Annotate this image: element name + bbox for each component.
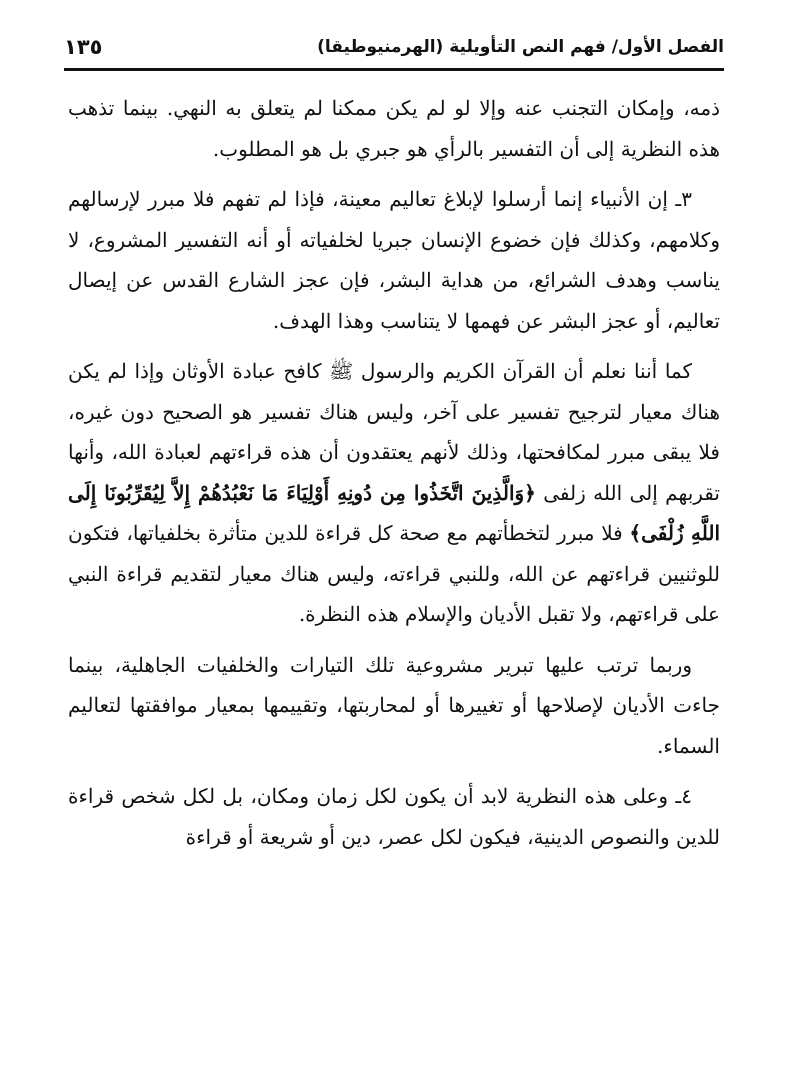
paragraph-5: ٤ـ وعلى هذه النظرية لابد أن يكون لكل زمان ومكان، بل لكل شخص قراءة للدين والنصوص الدينية، فيكون لكل عصر، دين أو شريعة أو قراءة <box>68 784 720 849</box>
running-title: الفصل الأول/ فهم النص التأويلية (الهرمنيوطيقا) <box>317 37 724 57</box>
paragraph-2: ٣ـ إن الأنبياء إنما أرسلوا لإبلاغ تعاليم معينة، فإذا لم تفهم فلا مبرر لإرسالهم وكلامهم، وكذلك فإن خضوع الإنسان جبريا لخلفياته أو أنه التفسير المشروع، لا يناسب وهدف الشرائع، من هداية البشر، فإن عجز الشارع القدس عن إيصال تعاليم، أو عجز البشر عن فهمها لا يتناسب وهذا الهدف. <box>68 187 720 333</box>
page-number: ١٣٥ <box>64 35 103 59</box>
paragraph-1: ذمه، وإمكان التجنب عنه وإلا لو لم يكن ممكنا لم يتعلق به النهي. بينما تذهب هذه النظرية إلى أن التفسير بالرأي هو جبري بل هو المطلوب. <box>68 96 720 161</box>
paragraph-3-text-before: كما أننا نعلم أن القرآن الكريم والرسول ﷺ كافح عبادة الأوثان وإذا لم يكن هناك معيار لترجيح تفسير على آخر، وليس هناك تفسير هو الصحيح دون غيره، فلا يبقى مبرر لمكافحتها، وذلك لأنهم يعتقدون أن هذه قراءتهم لعبادة الله، وأنها تقربهم إلى الله زلفى <box>68 359 720 505</box>
paragraph-3-text-after: فلا مبرر لتخطأتهم مع صحة كل قراءة للدين متأثرة بخلفياتها، فتكون للوثنيين قراءتهم عن الله، وللنبي قراءته، وليس هناك معيار لتقديم قراءة النبي على قراءتهم، ولا تقبل الأديان والإسلام هذه النظرة. <box>68 521 720 626</box>
quran-verse: ﴿وَالَّذِينَ اتَّخَذُوا مِن دُونِهِ أَوْلِيَاءَ مَا نَعْبُدُهُمْ إِلاَّ لِيُقَرِّبُونَا إِلَى اللَّهِ زُلْفَى﴾ <box>68 480 720 545</box>
paragraph-3 <box>68 351 720 635</box>
paragraph-4: وربما ترتب عليها تبرير مشروعية تلك التيارات والخلفيات الجاهلية، بينما جاءت الأديان لإصلاحها أو تغييرها أو لمحاربتها، وتقييمها بمعيار موافقتها لتعاليم السماء. <box>68 652 720 758</box>
body-text <box>68 88 720 867</box>
page-header <box>64 32 724 62</box>
header-rule <box>64 68 724 71</box>
